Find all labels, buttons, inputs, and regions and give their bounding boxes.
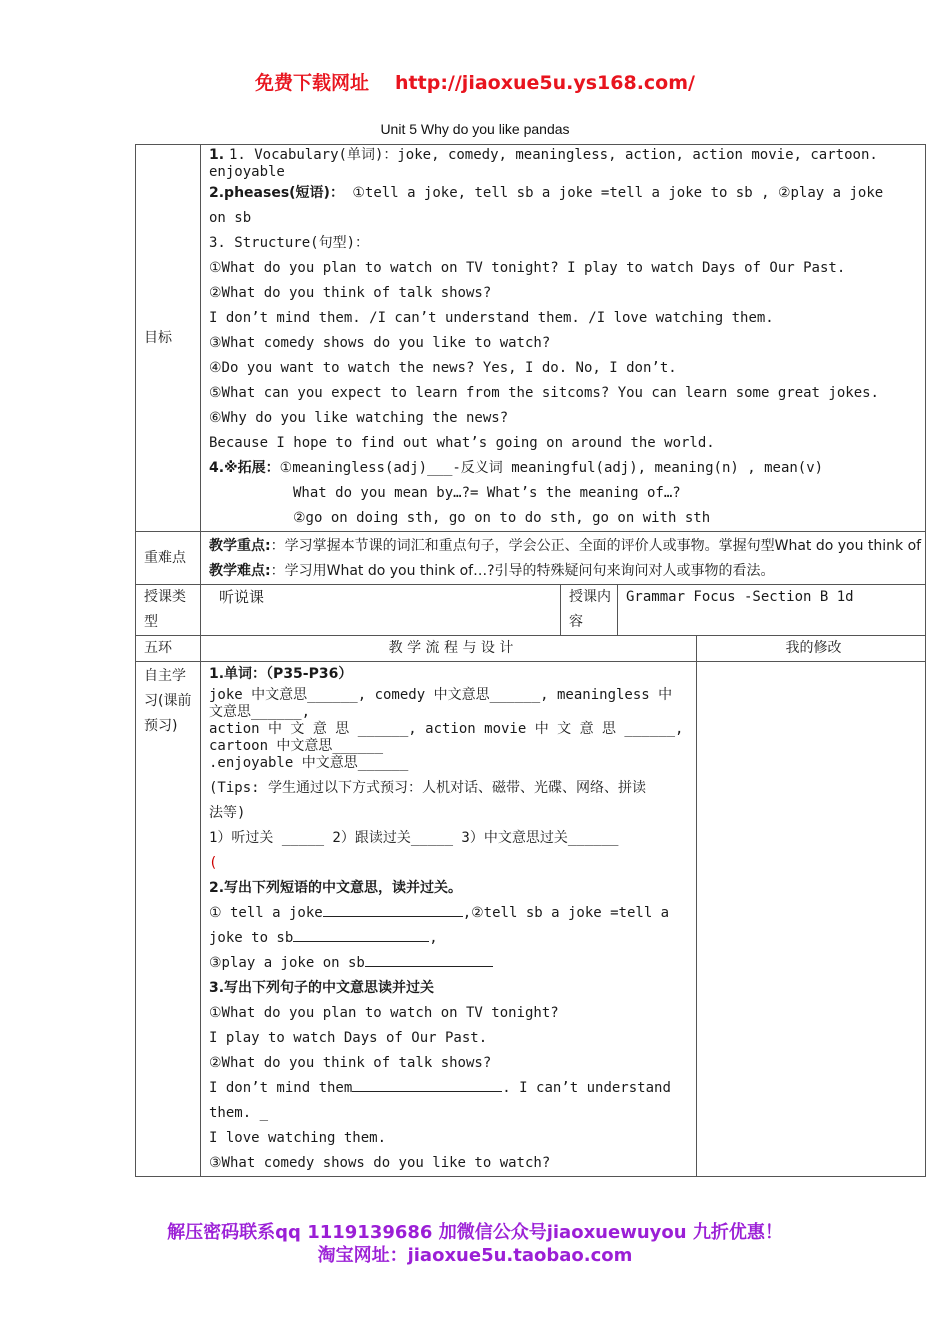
words-line-4: cartoon 中文意思______ [209,738,384,754]
sentence-2-answer-cont: them. _ [209,1105,269,1121]
self-study-content [201,662,697,1177]
structure-4: ④Do you want to watch the news? Yes, I do. No, I don’t. [209,360,677,376]
structure-5: ⑤What can you expect to learn from the sitcoms? You can learn some great jokes. [209,385,879,401]
my-revision-cell[interactable] [697,662,926,1177]
structure-3: ③What comedy shows do you like to watch? [209,335,551,351]
footer-contact: 解压密码联系qq 1119139686 加微信公众号jiaoxuewuyou 九折优惠！ [167,1222,783,1243]
answer-blank[interactable] [293,927,429,942]
words-line-3: action 中 文 意 思 ______, action movie 中 文 意 思 ______, [209,721,684,737]
vocab-line-1: 1. 1. Vocabulary(单词)：joke, comedy, meaningless, action, action movie, cartoon. [209,147,878,163]
flow-col-stage: 五环 [136,636,201,662]
extension-1: 4.※拓展：①meaningless(adj)___-反义词 meaningful(adj), meaning(n) , mean(v) [209,460,824,476]
lesson-content-label: 授课内容 [561,585,618,636]
teaching-difficulty: 教学难点:：学习用What do you think of…?引导的特殊疑问句来询问对人或事物的看法。 [209,563,775,579]
keypoints-row [136,532,926,585]
header-url[interactable]: http://jiaoxue5u.ys168.com/ [395,72,695,94]
sentence-1: ①What do you plan to watch on TV tonight? [209,1005,559,1021]
words-line-1: joke 中文意思______, comedy 中文意思______, meaningless 中 [209,687,673,703]
phrase-exercise-2: joke to sb , [209,926,693,951]
sentence-2-answer: I don’t mind them . I can’t understand [209,1076,693,1101]
goals-content [201,145,926,532]
tips-line-1: (Tips: 学生通过以下方式预习：人机对话、磁带、光碟、网络、拼读 [209,780,646,796]
phrases-line-1: 2.pheases(短语)： ①tell a joke, tell sb a joke =tell a joke to sb , ②play a joke [209,185,884,201]
flow-col-design: 教 学 流 程 与 设 计 [201,636,697,662]
goals-row [136,145,926,532]
structure-1: ①What do you plan to watch on TV tonight? I play to watch Days of Our Past. [209,260,846,276]
structure-2-answer: I don’t mind them. /I can’t understand them. /I love watching them. [209,310,774,326]
self-study-row [136,662,926,1177]
lesson-type-label: 授课类型 [136,585,201,636]
answer-blank[interactable] [352,1077,502,1092]
lesson-type-value: 听说课 [201,585,561,636]
structure-2: ②What do you think of talk shows? [209,285,492,301]
flow-col-revision: 我的修改 [697,636,926,662]
answer-blank[interactable] [365,952,493,967]
teaching-focus: 教学重点:：学习掌握本节课的词汇和重点句子，学会公正、全面的评价人或事物。掌握句型What do you think of [209,538,922,554]
lesson-content-value: Grammar Focus -Section B 1d [618,585,926,636]
lesson-plan-table [135,144,926,1177]
words-line-5: .enjoyable 中文意思______ [209,755,409,771]
steps-line: 1）听过关 _____ 2）跟读过关_____ 3）中文意思过关______ [209,830,619,846]
phrase-exercise-1: ① tell a joke ,②tell sb a joke =tell a [209,901,693,926]
phrase-exercise-3: ③play a joke on sb [209,951,693,976]
structure-heading: 3. Structure(句型)： [209,235,370,251]
red-bracket: ( [209,855,218,871]
goals-label: 目标 [136,145,201,532]
sentence-3: ③What comedy shows do you like to watch? [209,1155,551,1171]
extension-3: ②go on doing sth, go on to do sth, go on with sth [293,510,711,526]
tips-line-2: 法等) [209,805,246,821]
self-study-label: 自主学习(课前预习) [136,662,201,1177]
structure-6-answer: Because I hope to find out what’s going on around the world. [209,435,715,451]
keypoints-label: 重难点 [136,532,201,585]
extension-2: What do you mean by…?= What’s the meaning of…? [293,485,681,501]
words-line-2: 文意思______, [209,704,311,720]
flow-header-row [136,636,926,662]
structure-6: ⑥Why do you like watching the news? [209,410,509,426]
keypoints-content [201,532,926,585]
phrases-line-2: on sb [209,210,252,226]
words-heading: 1.单词：（P35-P36） [209,666,353,682]
sentences-heading: 3.写出下列句子的中文意思读并过关 [209,980,435,996]
vocab-line-2: enjoyable [209,164,285,180]
footer-taobao-link[interactable]: 淘宝网址：jiaoxue5u.taobao.com [317,1245,633,1266]
header-label: 免费下载网址 [255,72,370,94]
sentence-2: ②What do you think of talk shows? [209,1055,492,1071]
sentence-1-answer: I play to watch Days of Our Past. [209,1030,488,1046]
header-download-link[interactable] [0,68,950,95]
lesson-type-row [136,585,926,636]
phrases-heading: 2.写出下列短语的中文意思，读并过关。 [209,880,463,896]
answer-blank[interactable] [323,902,463,917]
document-title: Unit 5 Why do you like pandas [380,121,570,137]
sentence-2-answer-3: I love watching them. [209,1130,387,1146]
